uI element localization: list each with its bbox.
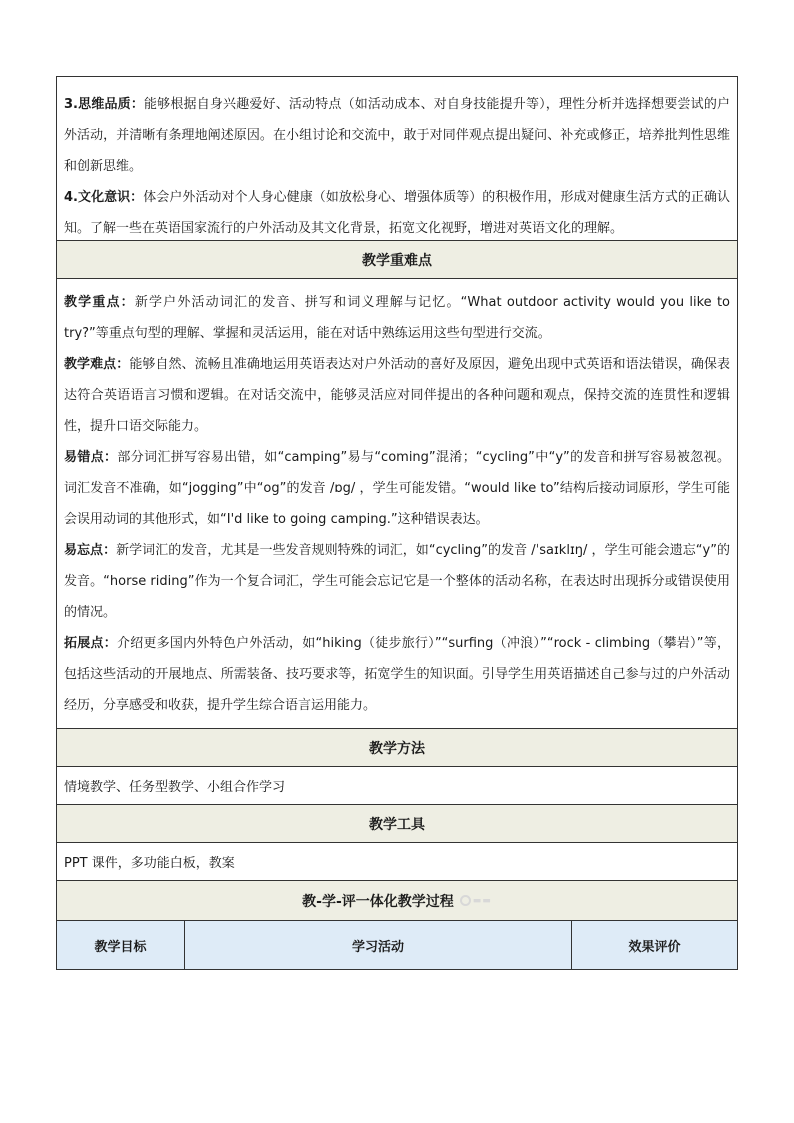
- focus-text: 新学户外活动词汇的发音、拼写和词义理解与记忆。“What outdoor activity would you like to try?”等重点句型的理解、掌握和灵活运用，能在对话中熟练运用这些句型进行交流。: [64, 295, 730, 341]
- culture-awareness-text: 体会户外活动对个人身心健康（如放松身心、增强体质等）的积极作用，形成对健康生活方式的正确认知。了解一些在英语国家流行的户外活动及其文化背景，拓宽文化视野，增进对英语文化的理解。: [64, 190, 730, 236]
- extension-label: 拓展点：: [64, 636, 117, 651]
- methods-heading: 教学方法: [369, 740, 425, 757]
- thinking-quality-paragraph: [64, 89, 730, 182]
- tools-heading: 教学工具: [369, 816, 425, 833]
- objectives-continued-cell: [57, 77, 737, 241]
- column-teaching-goal: 教学目标: [57, 921, 185, 969]
- error-prone-paragraph: [64, 442, 730, 535]
- tools-text: PPT 课件，多功能白板，教案: [64, 856, 235, 871]
- focus-paragraph: [64, 287, 730, 349]
- difficulty-label: 教学难点：: [64, 357, 130, 372]
- easily-forgotten-label: 易忘点：: [64, 543, 117, 558]
- watermark-logo: ▬▬: [460, 895, 492, 906]
- key-points-header: [57, 241, 737, 279]
- extension-paragraph: [64, 628, 730, 721]
- difficulty-paragraph: [64, 349, 730, 442]
- error-prone-label: 易错点：: [64, 450, 118, 465]
- tools-cell: [57, 843, 737, 881]
- extension-text: 介绍更多国内外特色户外活动，如“hiking（徒步旅行）”“surfing（冲浪）”“rock - climbing（攀岩）”等，包括这些活动的开展地点、所需装备、技巧要求等，拓宽学生的知识面。引导学生用英语描述自己参与过的户外活动经历，分享感受和收获，提升学生综合语言运用能力。: [64, 636, 730, 713]
- lesson-plan-table: [56, 76, 738, 970]
- thinking-quality-text: 能够根据自身兴趣爱好、活动特点（如活动成本、对自身技能提升等），理性分析并选择想要尝试的户外活动，并清晰有条理地阐述原因。在小组讨论和交流中，敢于对同伴观点提出疑问、补充或修正，培养批判性思维和创新思维。: [64, 97, 730, 174]
- methods-text: 情境教学、任务型教学、小组合作学习: [64, 780, 286, 795]
- easily-forgotten-text: 新学词汇的发音，尤其是一些发音规则特殊的词汇，如“cycling”的发音 /ˈsaɪklɪŋ/ ，学生可能会遗忘“y”的发音。“horse riding”作为一个复合词汇，学生可能会忘记它是一个整体的活动名称，在表达时出现拆分或错误使用的情况。: [64, 543, 730, 620]
- process-column-headers: [57, 921, 737, 969]
- focus-label: 教学重点：: [64, 295, 135, 310]
- column-evaluation: 效果评价: [628, 939, 681, 955]
- key-points-cell: [57, 279, 737, 729]
- process-heading: 教-学-评一体化教学过程: [302, 893, 454, 910]
- easily-forgotten-paragraph: [64, 535, 730, 628]
- column-learning-activity: 学习活动: [185, 921, 572, 969]
- tools-header: [57, 805, 737, 843]
- difficulty-text: 能够自然、流畅且准确地运用英语表达对户外活动的喜好及原因，避免出现中式英语和语法错误，确保表达符合英语语言习惯和逻辑。在对话交流中，能够灵活应对同伴提出的各种问题和观点，保持交流的连贯性和逻辑性，提升口语交际能力。: [64, 357, 730, 434]
- key-points-heading: 教学重难点: [362, 252, 432, 269]
- error-prone-text: 部分词汇拼写容易出错，如“camping”易与“coming”混淆；“cycling”中“y”的发音和拼写容易被忽视。词汇发音不准确，如“jogging”中“og”的发音 /ɒg/ ，学生可能发错。“would like to”结构后接动词原形，学生可能会误用动词的其他形式，如“I'd like to going camping.”这种错误表达。: [64, 450, 730, 527]
- culture-awareness-paragraph: [64, 182, 730, 244]
- thinking-quality-label: 3.思维品质：: [64, 97, 145, 112]
- culture-awareness-label: 4.文化意识：: [64, 190, 144, 205]
- process-header: [57, 881, 737, 921]
- methods-header: [57, 729, 737, 767]
- methods-cell: [57, 767, 737, 805]
